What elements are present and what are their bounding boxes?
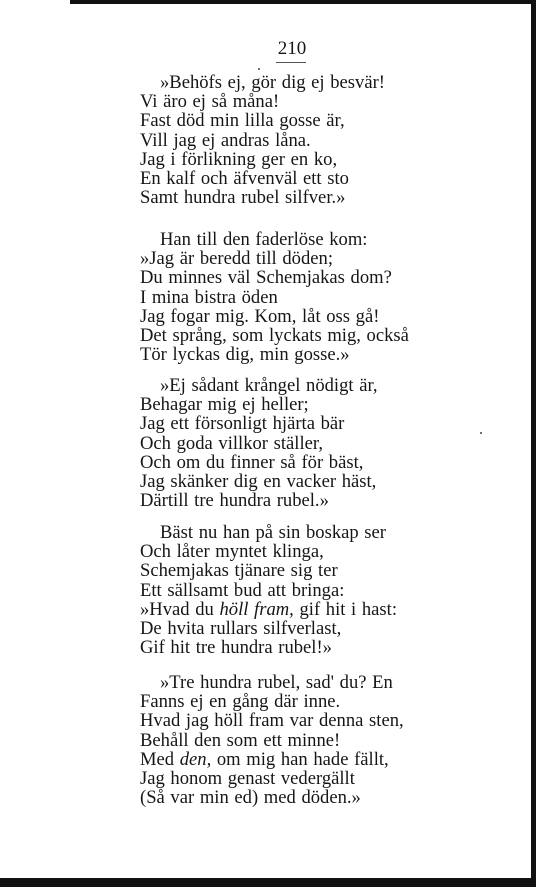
line-text: Vill jag ej andras låna. <box>140 129 311 151</box>
poem-line <box>140 731 440 750</box>
top-scan-edge <box>70 0 536 4</box>
line-text: Samt hundra rubel silfver.» <box>140 187 346 209</box>
line-text: Fanns ej en gång där inne. <box>140 691 341 713</box>
line-text: Därtill tre hundra rubel.» <box>140 490 329 512</box>
line-text: gif hit i hast: <box>293 598 397 620</box>
line-text: Jag skänker dig en vacker häst, <box>140 470 377 492</box>
italic-text: den, <box>179 748 212 770</box>
line-text: Tör lyckas dig, min gosse.» <box>140 344 350 366</box>
line-text: De hvita rullars silfverlast, <box>140 617 342 639</box>
line-text: »Hvad du <box>140 598 220 620</box>
line-text: »Tre hundra rubel, sad' du? En <box>160 672 393 693</box>
line-text: I mina bistra öden <box>140 286 278 308</box>
line-text: Jag ett försonligt hjärta bär <box>140 413 345 435</box>
line-text: Och goda villkor ställer, <box>140 432 323 454</box>
page-number-underline <box>276 62 306 63</box>
poem-line <box>140 561 440 580</box>
line-text: om mig han hade fällt, <box>211 748 389 770</box>
page-number: 210 <box>277 38 307 59</box>
bottom-scan-edge <box>0 878 536 887</box>
poem-line <box>140 92 440 111</box>
poem-line <box>140 673 440 692</box>
poem-line <box>140 692 440 711</box>
line-text: »Ej sådant krångel nödigt är, <box>160 375 378 396</box>
stanza <box>140 73 440 207</box>
stanza <box>140 376 440 510</box>
line-text: Behagar mig ej heller; <box>140 394 309 416</box>
poem-line <box>140 472 440 491</box>
stanza <box>140 673 440 807</box>
poem-line <box>140 619 440 638</box>
poem-line <box>140 249 440 268</box>
poem-line <box>140 150 440 169</box>
line-text: Du minnes väl Schemjakas dom? <box>140 267 392 289</box>
poem-line <box>140 788 440 807</box>
stanza <box>140 230 440 364</box>
poem-line <box>140 434 440 453</box>
right-scan-edge <box>531 0 536 887</box>
poem-line <box>140 111 440 130</box>
line-text: Jag honom genast vedergällt <box>140 767 355 789</box>
line-text: (Så var min ed) med döden.» <box>140 787 361 809</box>
poem-line <box>140 600 440 619</box>
italic-text: höll fram, <box>219 598 294 620</box>
poem-line <box>140 345 440 364</box>
poem-line <box>140 491 440 510</box>
line-text: Med <box>140 748 180 770</box>
line-text: Gif hit tre hundra rubel!» <box>140 637 332 659</box>
poem-line <box>140 395 440 414</box>
line-text: Jag i förlikning ger en ko, <box>140 148 338 170</box>
poem-line <box>140 453 440 472</box>
poem-line <box>140 581 440 600</box>
poem-line <box>140 414 440 433</box>
poem-line <box>140 288 440 307</box>
line-text: Ett sällsamt bud att bringa: <box>140 579 345 601</box>
poem-line <box>140 542 440 561</box>
ink-speck <box>258 68 260 70</box>
line-text: Han till den faderlöse kom: <box>160 229 368 250</box>
poem-line <box>140 188 440 207</box>
line-text: Jag fogar mig. Kom, låt oss gå! <box>140 305 380 327</box>
line-text: Behåll den som ett minne! <box>140 729 341 751</box>
line-text: Och om du finner så för bäst, <box>140 451 364 473</box>
poem-line <box>140 523 440 542</box>
line-text: Schemjakas tjänare sig ter <box>140 560 338 582</box>
poem-line <box>140 638 440 657</box>
line-text: Det språng, som lyckats mig, också <box>140 324 409 346</box>
poem-line <box>140 131 440 150</box>
poem-line <box>140 769 440 788</box>
poem-line <box>140 711 440 730</box>
poem-line <box>140 268 440 287</box>
line-text: Vi äro ej så måna! <box>140 91 280 113</box>
stanza <box>140 523 440 657</box>
poem-line <box>140 326 440 345</box>
poem-line <box>140 307 440 326</box>
line-text: Hvad jag höll fram var denna sten, <box>140 710 404 732</box>
line-text: En kalf och äfvenväl ett sto <box>140 167 349 189</box>
poem-line <box>140 73 440 92</box>
line-text: »Behöfs ej, gör dig ej besvär! <box>160 72 385 93</box>
poem-line <box>140 376 440 395</box>
line-text: Fast död min lilla gosse är, <box>140 110 345 132</box>
poem-line <box>140 750 440 769</box>
line-text: »Jag är beredd till döden; <box>140 248 333 270</box>
ink-speck <box>480 432 482 434</box>
poem-line <box>140 230 440 249</box>
poem-line <box>140 169 440 188</box>
line-text: Bäst nu han på sin boskap ser <box>160 522 386 543</box>
line-text: Och låter myntet klinga, <box>140 541 324 563</box>
